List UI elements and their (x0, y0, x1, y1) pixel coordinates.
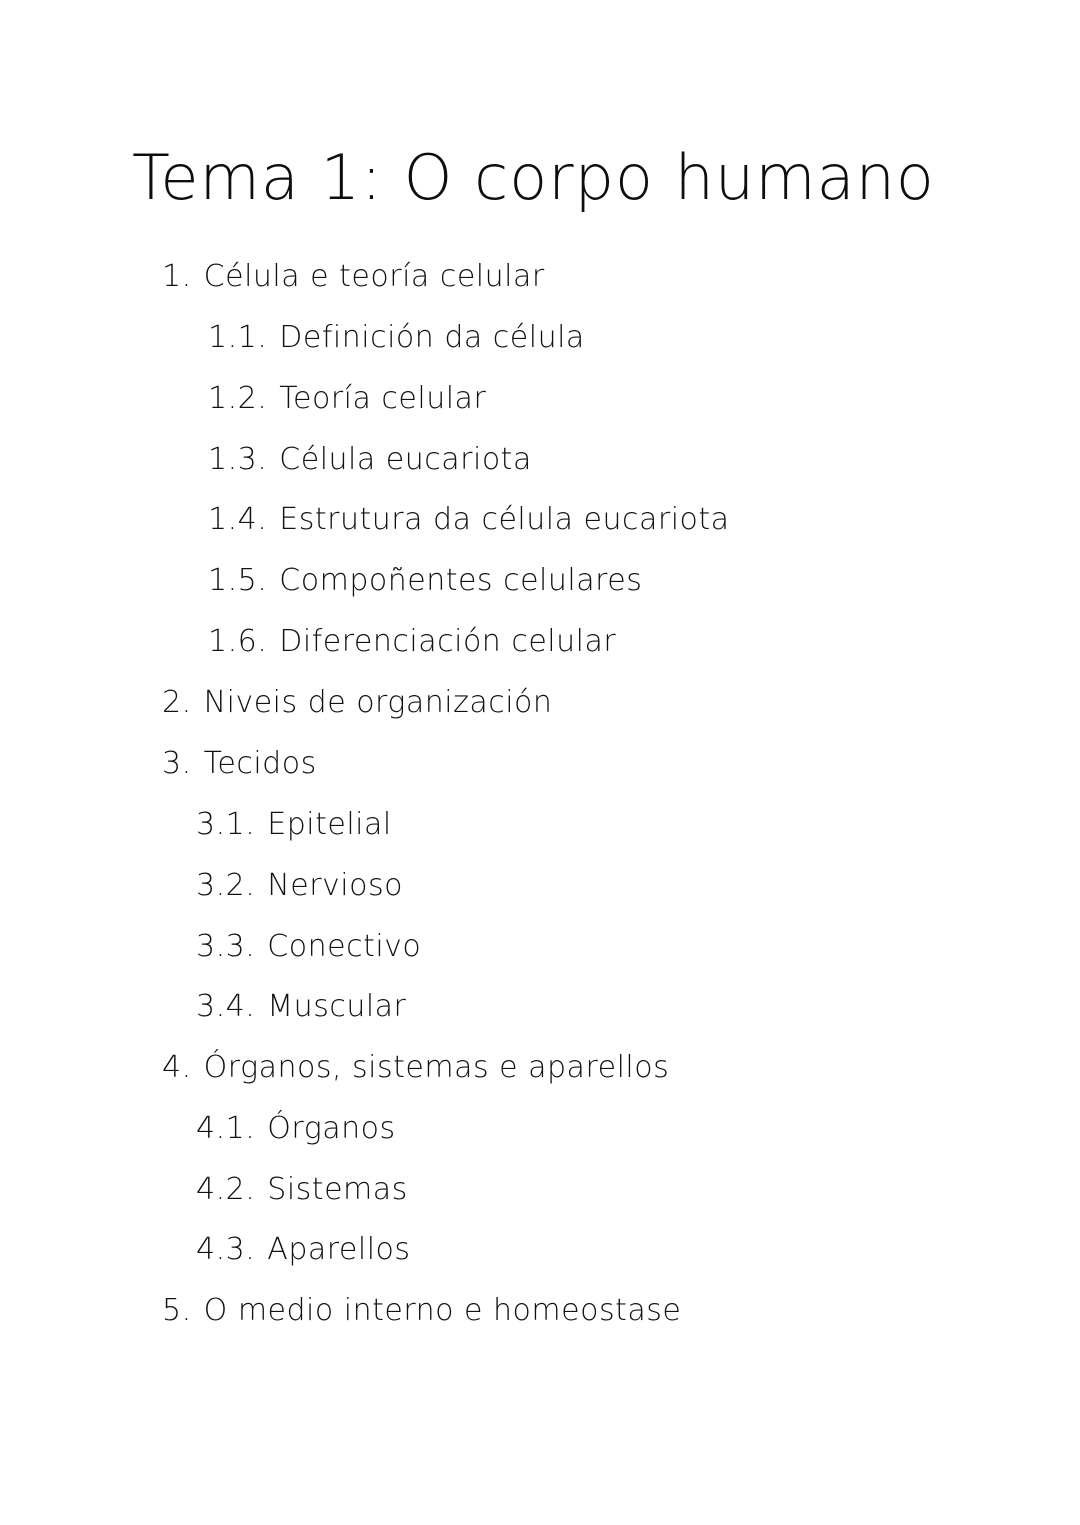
toc-item-4-3 (196, 1230, 411, 1270)
toc-label: Tecidos (203, 746, 317, 781)
toc-label: Célula e teoría celular (203, 259, 545, 294)
toc-item-3-1 (196, 805, 392, 845)
toc-number: 3.2. (196, 868, 256, 903)
toc-number: 4. (162, 1050, 192, 1085)
toc-item-4-2 (196, 1170, 408, 1210)
page-title: Tema 1: O corpo humano (132, 141, 935, 214)
toc-label: O medio interno e homeostase (203, 1293, 682, 1328)
toc-number: 3. (162, 746, 192, 781)
toc-label: Niveis de organización (203, 685, 553, 720)
toc-number: 1.6. (208, 624, 268, 659)
toc-item-1-2 (208, 379, 486, 419)
toc-label: Teoría celular (279, 381, 487, 416)
toc-label: Órganos (267, 1111, 396, 1146)
toc-item-1 (162, 257, 545, 297)
toc-item-1-1 (208, 318, 585, 358)
toc-item-1-3 (208, 440, 532, 480)
toc-number: 1.3. (208, 442, 268, 477)
toc-label: Sistemas (267, 1172, 408, 1207)
toc-number: 4.3. (196, 1232, 256, 1267)
toc-item-4 (162, 1048, 669, 1088)
toc-number: 4.1. (196, 1111, 256, 1146)
toc-number: 1.5. (208, 563, 268, 598)
toc-number: 4.2. (196, 1172, 256, 1207)
toc-number: 1.2. (208, 381, 268, 416)
toc-number: 5. (162, 1293, 192, 1328)
toc-number: 1. (162, 259, 192, 294)
toc-number: 1.4. (208, 502, 268, 537)
toc-number: 3.1. (196, 807, 256, 842)
toc-label: Epitelial (267, 807, 392, 842)
toc-label: Muscular (267, 989, 407, 1024)
toc-number: 2. (162, 685, 192, 720)
toc-item-1-4 (208, 500, 730, 540)
toc-item-3-4 (196, 987, 406, 1027)
toc-item-1-5 (208, 561, 642, 601)
toc-label: Conectivo (267, 929, 422, 964)
toc-label: Órganos, sistemas e aparellos (203, 1050, 670, 1085)
toc-label: Definición da célula (279, 320, 585, 355)
toc-number: 1.1. (208, 320, 268, 355)
toc-item-5 (162, 1291, 681, 1331)
toc-item-3-2 (196, 866, 403, 906)
toc-label: Célula eucariota (279, 442, 532, 477)
toc-label: Compoñentes celulares (279, 563, 643, 598)
toc-label: Aparellos (267, 1232, 411, 1267)
toc-item-3 (162, 744, 317, 784)
toc-label: Nervioso (267, 868, 403, 903)
toc-item-1-6 (208, 622, 616, 662)
toc-label: Estrutura da célula eucariota (279, 502, 730, 537)
toc-item-4-1 (196, 1109, 396, 1149)
toc-number: 3.3. (196, 929, 256, 964)
toc-item-3-3 (196, 927, 421, 967)
toc-item-2 (162, 683, 552, 723)
toc-label: Diferenciación celular (279, 624, 617, 659)
toc-number: 3.4. (196, 989, 256, 1024)
